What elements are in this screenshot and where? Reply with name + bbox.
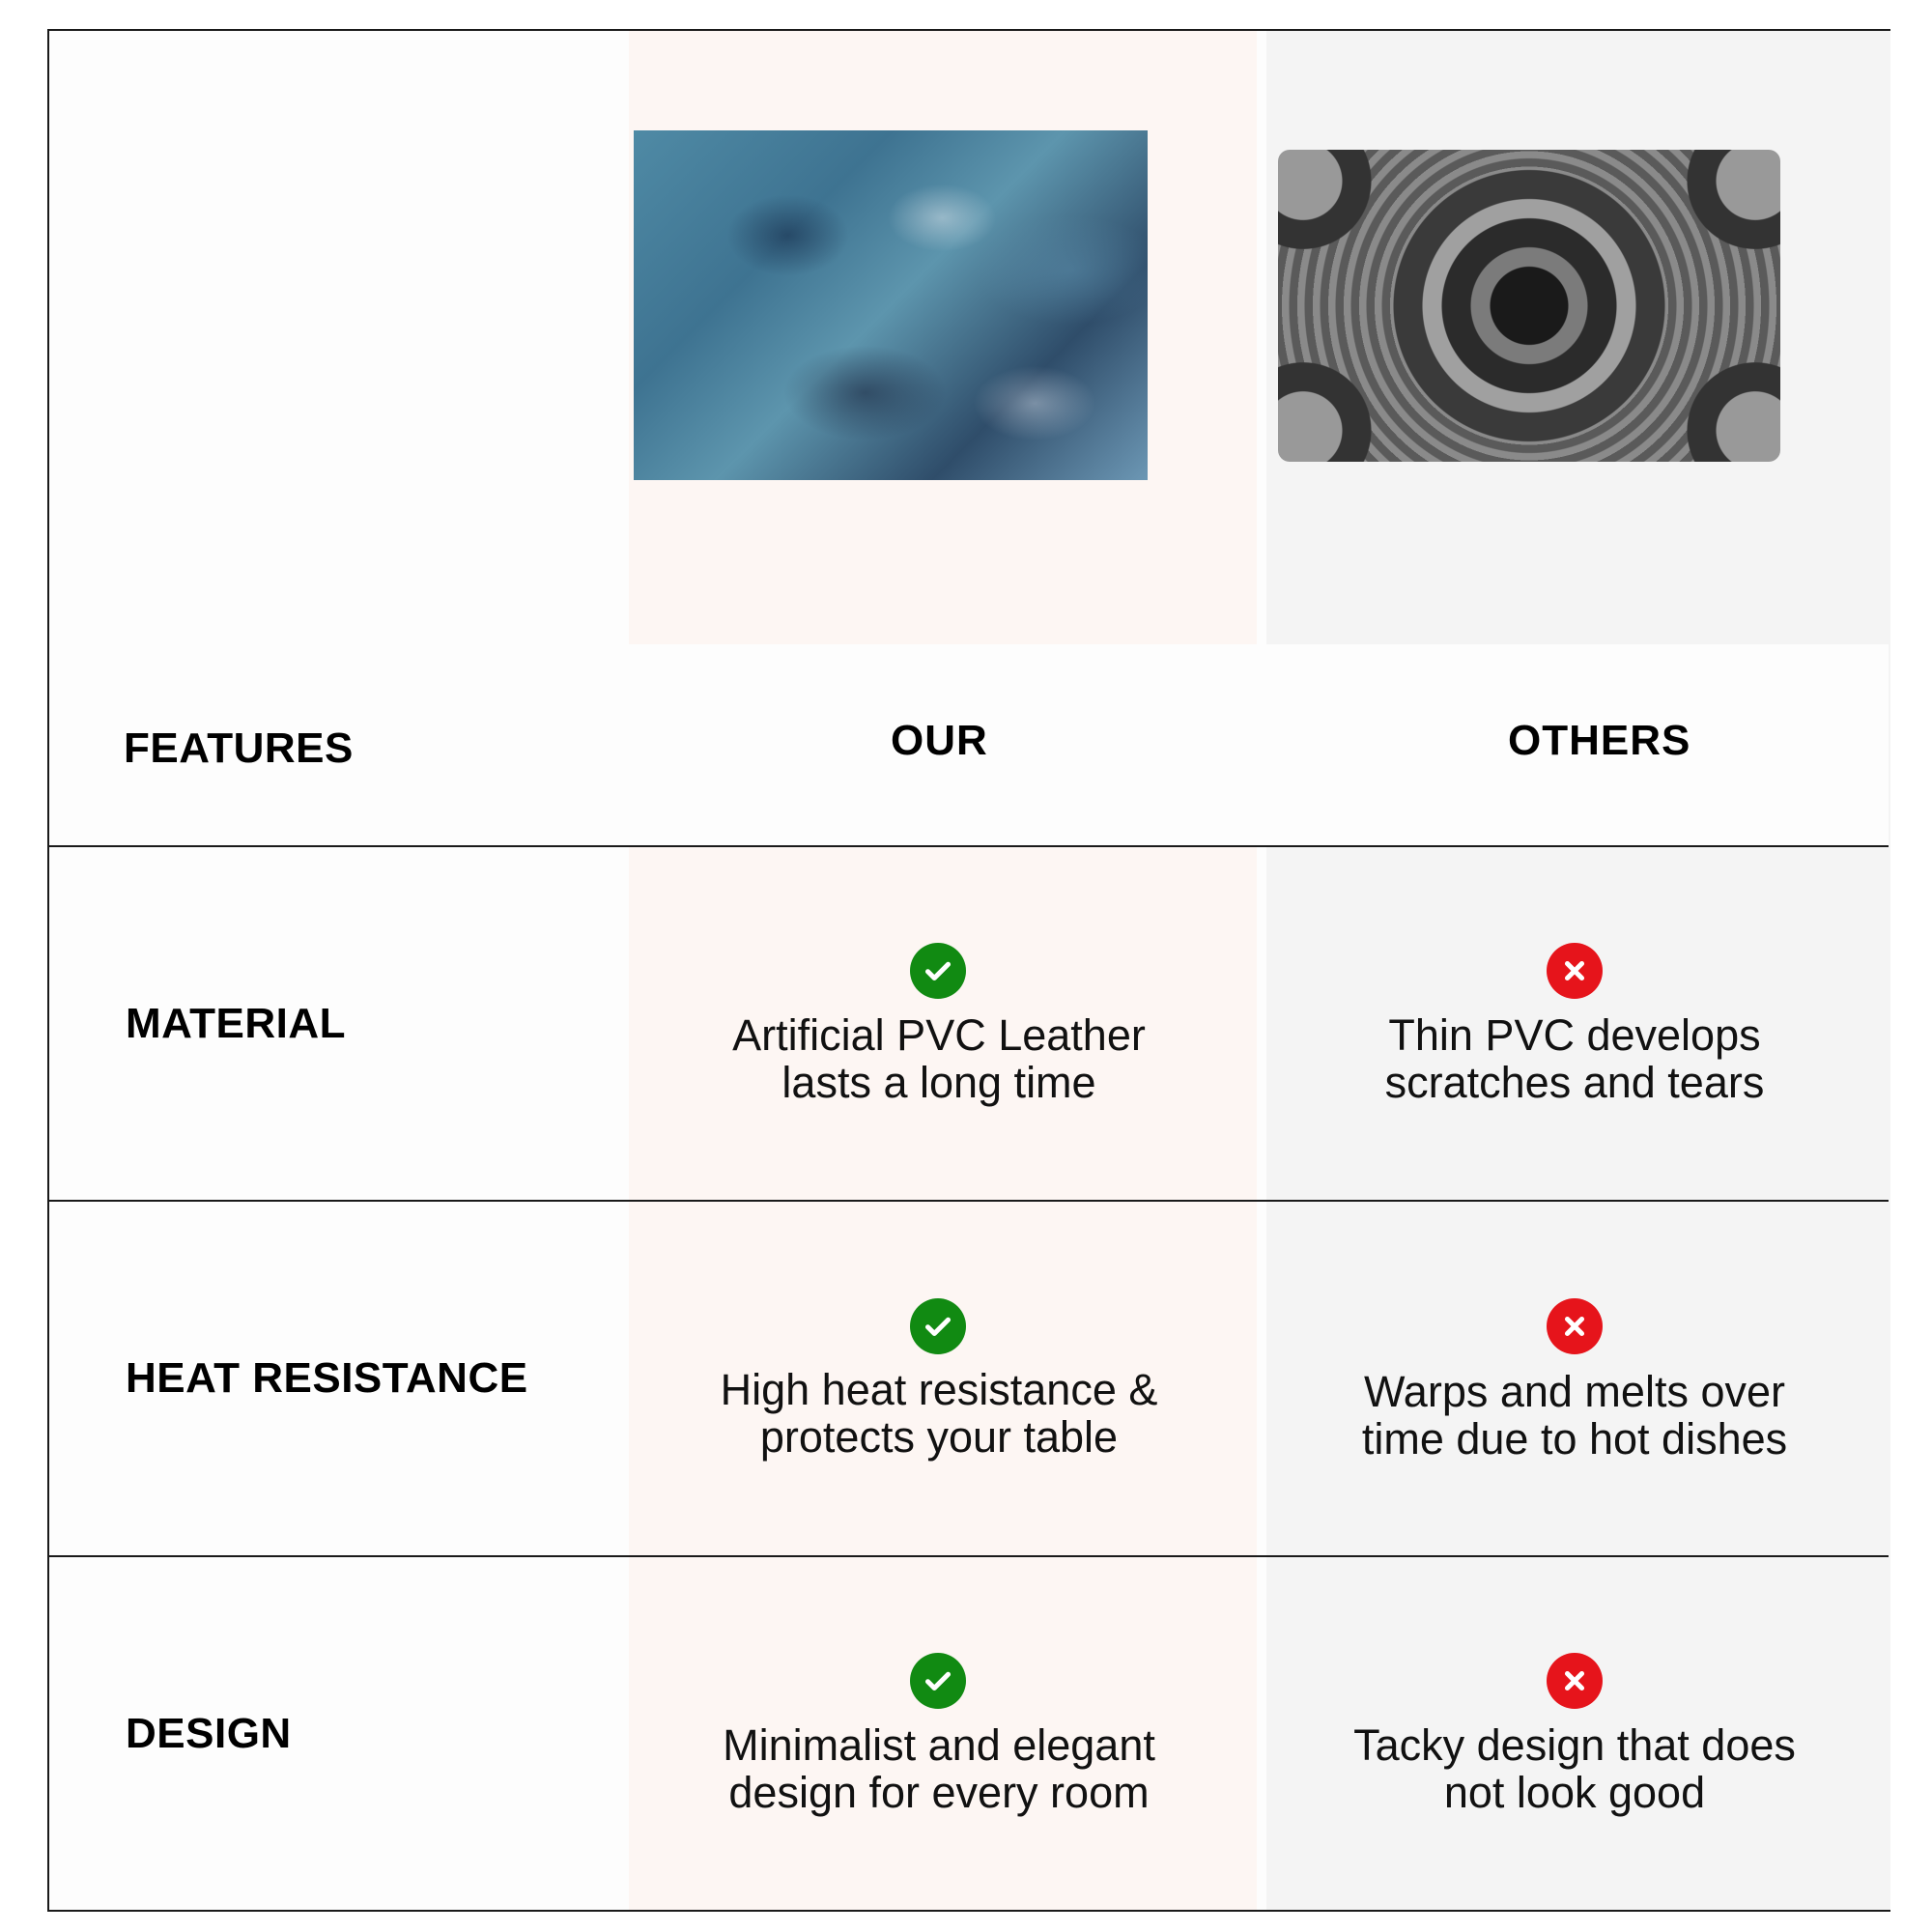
row-divider-1 bbox=[49, 1200, 1889, 1202]
our-product-image bbox=[634, 130, 1148, 480]
row-divider-2 bbox=[49, 1555, 1889, 1557]
feature-label-material: MATERIAL bbox=[126, 1000, 347, 1047]
check-icon bbox=[910, 1653, 966, 1709]
feature-label-heat-resistance: HEAT RESISTANCE bbox=[126, 1354, 528, 1402]
heat-our-description: High heat resistance & protects your table bbox=[720, 1365, 1158, 1462]
cross-icon bbox=[1547, 1653, 1603, 1709]
design-our-description: Minimalist and elegant design for every room bbox=[723, 1720, 1155, 1817]
check-icon bbox=[910, 943, 966, 999]
cross-icon bbox=[1547, 1298, 1603, 1354]
feature-label-design: DESIGN bbox=[126, 1710, 292, 1757]
material-our-description: Artificial PVC Leather lasts a long time bbox=[732, 1010, 1146, 1107]
our-column-heading: OUR bbox=[891, 717, 988, 764]
features-heading: FEATURES bbox=[124, 724, 354, 772]
material-others-description: Thin PVC develops scratches and tears bbox=[1384, 1010, 1765, 1107]
others-column-heading: OTHERS bbox=[1508, 717, 1691, 764]
heat-others-description: Warps and melts over time due to hot dishes bbox=[1361, 1367, 1788, 1463]
header-divider bbox=[49, 845, 1889, 847]
design-others-description: Tacky design that does not look good bbox=[1353, 1720, 1796, 1817]
check-icon bbox=[910, 1298, 966, 1354]
others-product-image bbox=[1278, 150, 1780, 462]
cross-icon bbox=[1547, 943, 1603, 999]
